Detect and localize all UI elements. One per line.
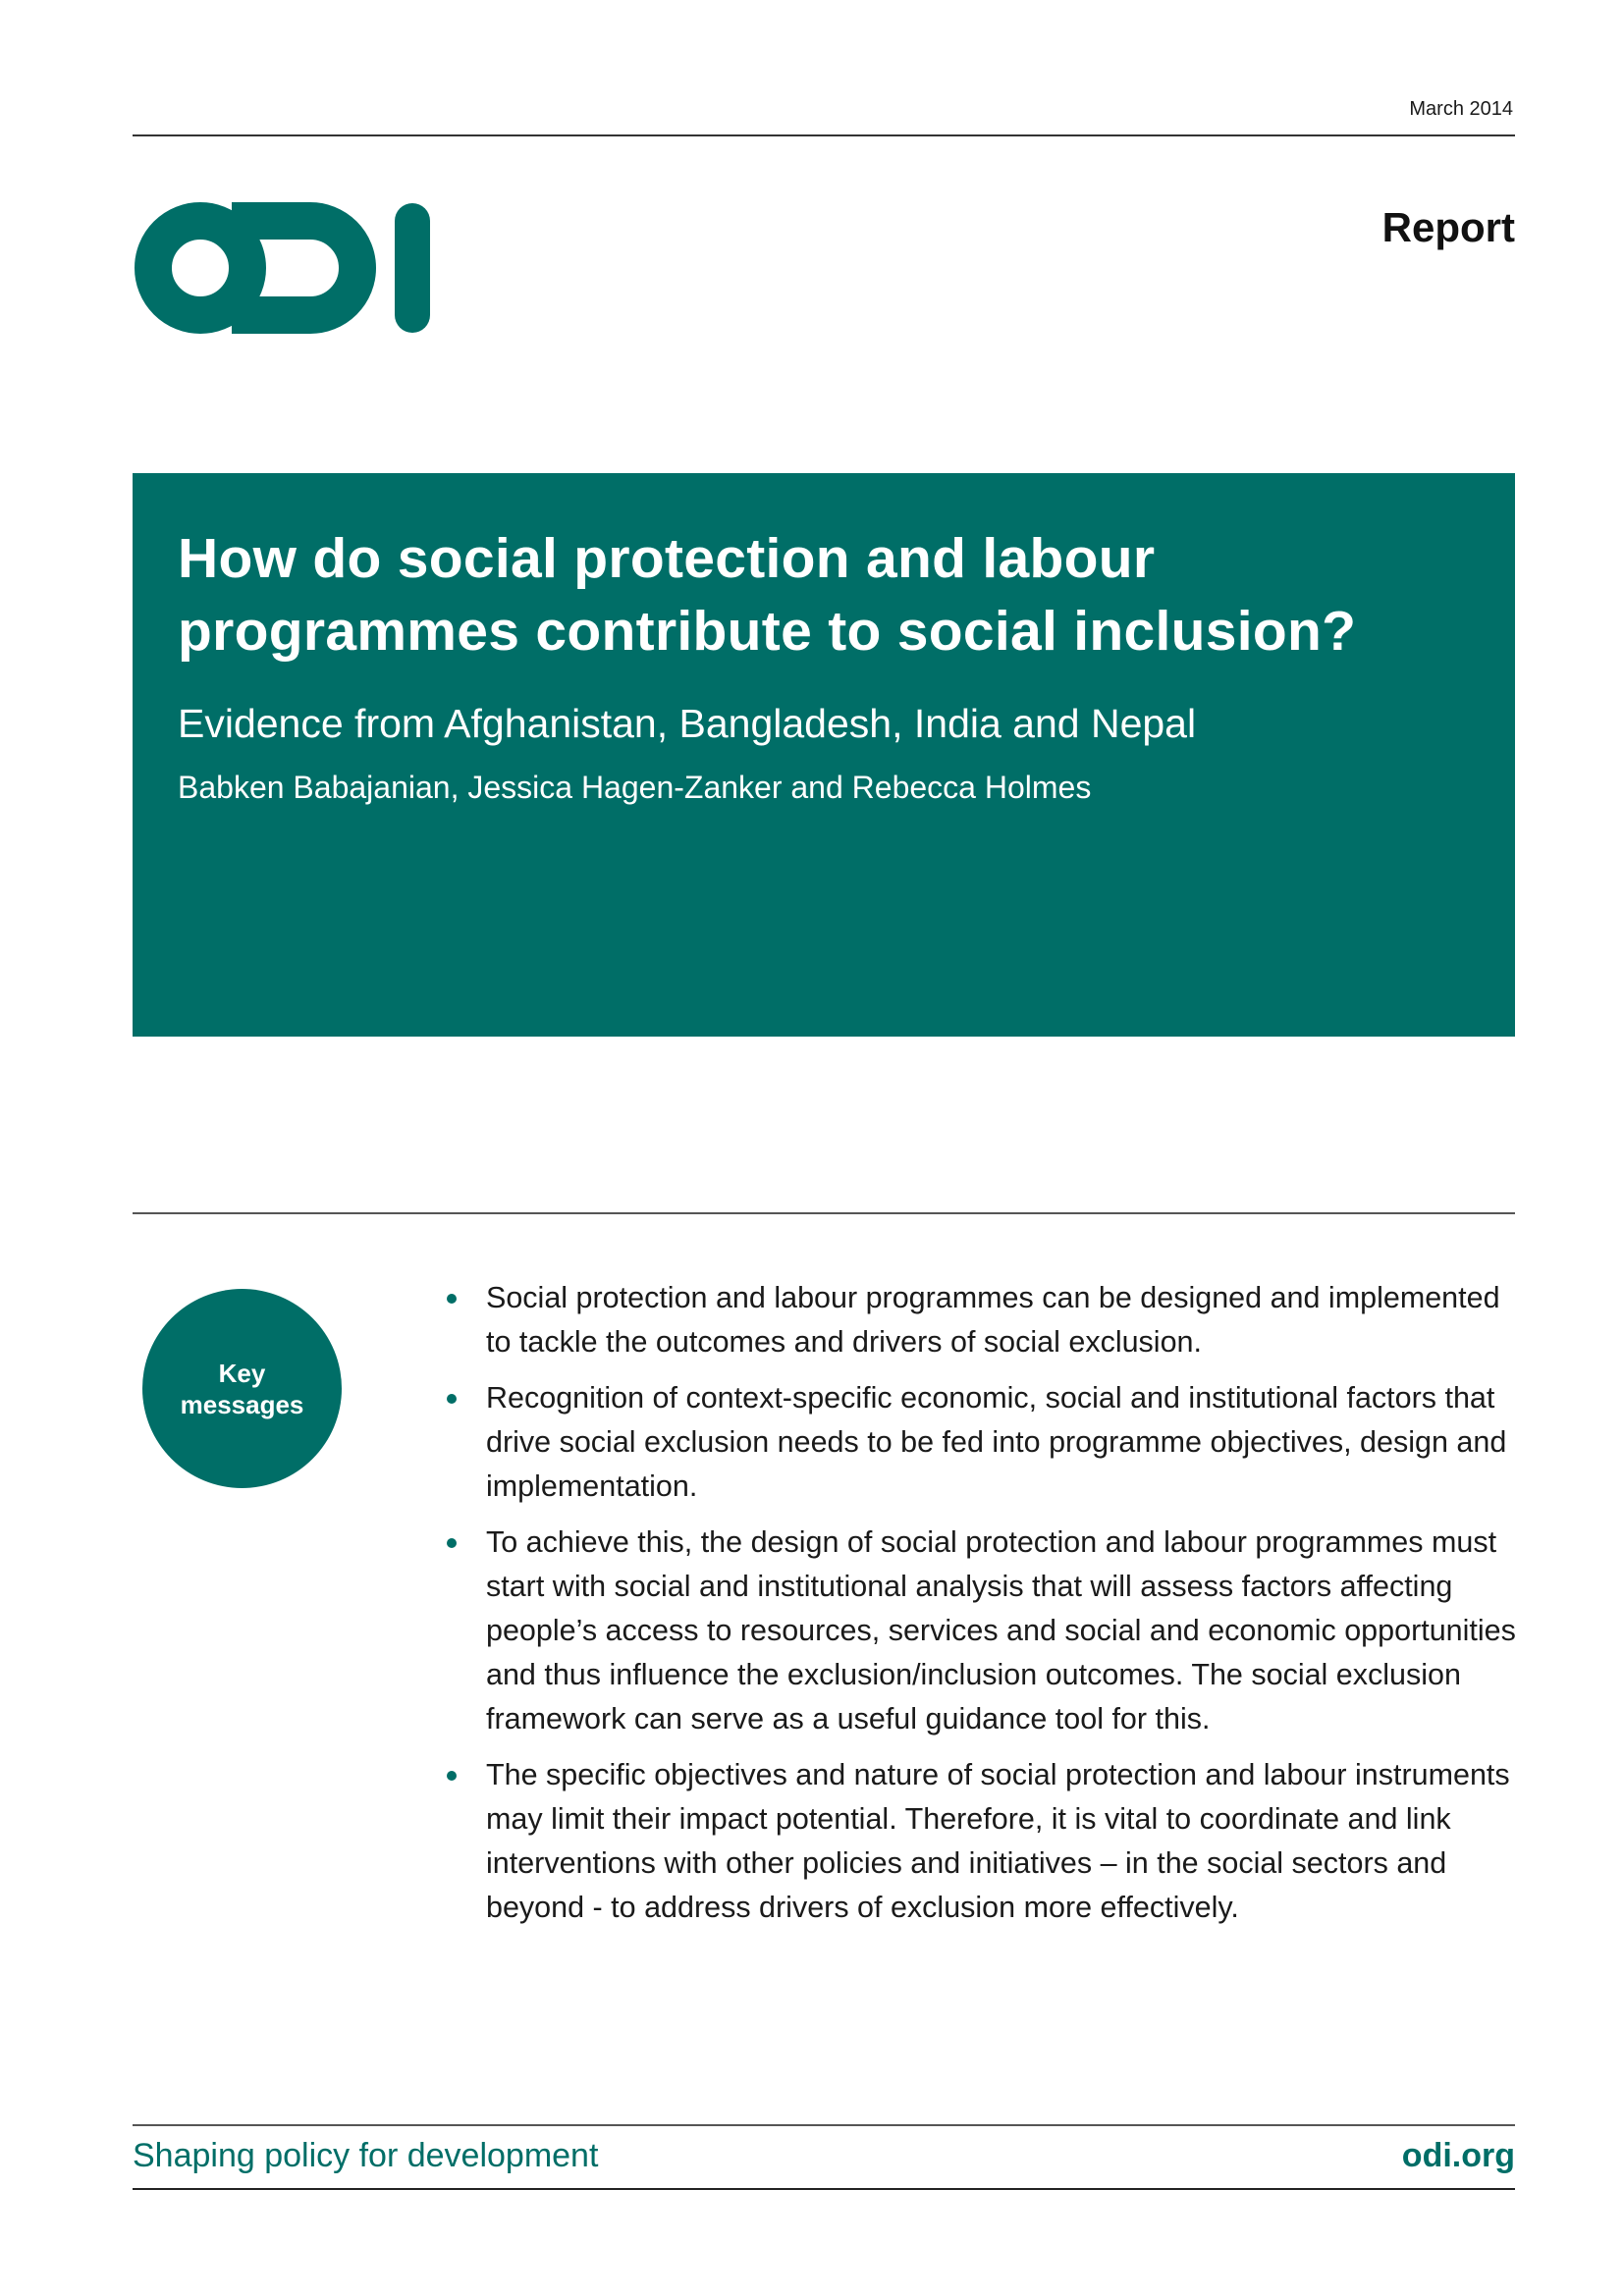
key-messages-badge-line2: messages (180, 1389, 304, 1419)
key-message-item (437, 1376, 1517, 1509)
footer-tagline: Shaping policy for development (133, 2137, 599, 2174)
odi-logo (134, 201, 448, 334)
bullet-icon (447, 1294, 457, 1304)
bullet-icon (447, 1394, 457, 1404)
key-messages-badge-line1: Key (218, 1358, 266, 1388)
key-messages-list (437, 1276, 1517, 1942)
footer-bottom-divider (133, 2188, 1515, 2190)
section-divider (133, 1212, 1515, 1214)
bullet-icon (447, 1538, 457, 1548)
report-authors: Babken Babajanian, Jessica Hagen-Zanker and Rebecca Holmes (178, 770, 1092, 805)
key-messages-badge (142, 1289, 342, 1488)
footer-top-divider (133, 2124, 1515, 2126)
report-title: How do social protection and labour programmes contribute to social inclusion? (178, 527, 1357, 663)
report-subtitle: Evidence from Afghanistan, Bangladesh, India and Nepal (178, 701, 1197, 746)
key-message-item (437, 1753, 1517, 1930)
key-message-text: To achieve this, the design of social protection and labour programmes must start with social and institutional analysis that will assess factors affecting people’s access to resources, services and social and economic opportunities and thus influence the exclusion/inclusion outcomes. The social exclusion framework can serve as a useful guidance tool for this. (486, 1525, 1516, 1735)
report-type-label: Report (1381, 204, 1515, 250)
title-banner (133, 473, 1515, 1037)
key-message-item (437, 1276, 1517, 1364)
publication-date: March 2014 (1409, 98, 1513, 120)
bullet-icon (447, 1771, 457, 1781)
key-message-text: Social protection and labour programmes can be designed and implemented to tackle the outcomes and drivers of social exclusion. (486, 1281, 1500, 1359)
key-message-text: Recognition of context-specific economic, social and institutional factors that drive social exclusion needs to be fed into programme objectives, design and implementation. (486, 1381, 1507, 1503)
key-message-text: The specific objectives and nature of social protection and labour instruments may limit their impact potential. Therefore, it is vital to coordinate and link interventions with other policies and initiatives – in the social sectors and beyond - to address drivers of exclusion more effectively. (486, 1758, 1510, 1924)
key-message-item (437, 1521, 1517, 1741)
header-divider (133, 134, 1515, 136)
footer-site-link[interactable]: odi.org (1401, 2137, 1515, 2174)
